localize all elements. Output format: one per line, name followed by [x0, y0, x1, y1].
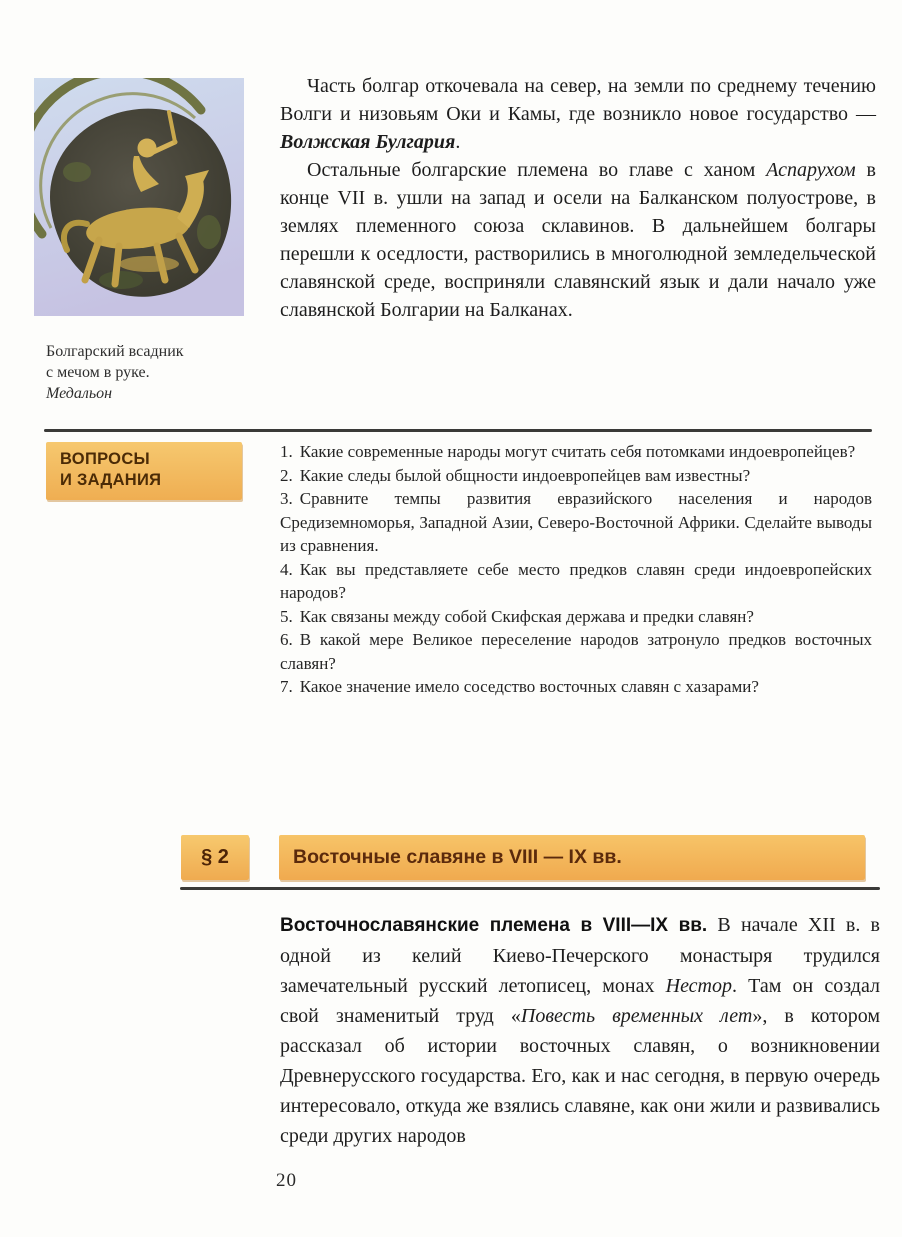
- paragraph-text: Остальные болгарские племена во главе с ханом: [307, 159, 767, 181]
- question-text: Как вы представляете себе место предков славян среди индоевропейских народов?: [280, 559, 872, 602]
- body-lead-heading: Восточнославянские племена в VIII—IX вв.: [280, 915, 708, 936]
- question-number: 7.: [280, 677, 293, 696]
- intro-paragraph-1: [280, 72, 876, 156]
- figure-caption: [46, 341, 261, 404]
- question-text: Сравните темпы развития евразийского населения и народов Средиземноморья, Западной Азии, Северо-Восточной Африки. Сделайте выводы из сравнения.: [280, 489, 872, 555]
- questions-label-box: [46, 442, 242, 500]
- question-item: [280, 464, 872, 488]
- paragraph-text: В начале XII в. в одной из келий Киево-Печерского монастыря трудился замечательный русский летописец, монах: [280, 914, 880, 997]
- question-text: В какой мере Великое переселение народов затронуло предков восточных славян?: [280, 630, 872, 673]
- caption-line: с мечом в руке.: [46, 364, 150, 381]
- page-number: 20: [276, 1170, 297, 1191]
- section-body-text: [280, 910, 880, 1151]
- question-item: [280, 487, 872, 558]
- question-item: [280, 440, 872, 464]
- question-item: [280, 558, 872, 605]
- question-item: [280, 628, 872, 675]
- caption-medallion-label: Медальон: [46, 385, 113, 402]
- question-text: Как связаны между собой Скифская держава и предки славян?: [299, 606, 754, 626]
- medallion-image: [34, 78, 244, 316]
- intro-text: [280, 72, 876, 324]
- questions-label-line: И ЗАДАНИЯ: [60, 471, 162, 489]
- paragraph-text: .: [455, 131, 461, 153]
- question-text: Какое значение имело соседство восточных славян с хазарами?: [299, 677, 759, 696]
- paragraph-text: в конце VII в. ушли на запад и осели на Балканском полуострове, в землях племенного союза склавинов. В дальнейшем болгары перешли к оседлости, растворились в многолюдной земледельческой славянской среде, восприняли славянский язык и дали начало уже славянской Болгарии на Балканах.: [280, 159, 876, 321]
- horizontal-rule-under-heading: [180, 887, 880, 890]
- term-asparukh: Аспарухом: [766, 159, 856, 181]
- question-number: 1.: [280, 442, 293, 461]
- section-number-badge: § 2: [181, 835, 249, 880]
- paragraph-text: », в котором рассказал об истории восточных славян, о возникновении Древнерусского государства. Его, как и нас сегодня, в первую очередь интересовало, откуда же взялись славяне, как они жили и развивались среди других народов: [280, 1005, 881, 1147]
- paragraph-text: Часть болгар откочевала на север, на земли по среднему течению Волги и низовьям Оки и Камы, где возникло новое государство —: [280, 75, 876, 125]
- question-text: Какие следы былой общности индоевропейцев вам известны?: [299, 465, 751, 485]
- question-number: 4.: [280, 559, 293, 579]
- term-volzhskaya-bulgaria: Волжская Булгария: [280, 131, 456, 153]
- question-item: [280, 605, 872, 629]
- body-paragraph: [280, 910, 880, 1151]
- term-nestor: Нестор: [665, 975, 733, 997]
- paragraph-text: . Там он создал свой знаменитый труд «: [280, 975, 880, 1027]
- section-title-bar: Восточные славяне в VIII — IX вв.: [279, 835, 865, 880]
- question-number: 3.: [280, 489, 293, 508]
- intro-paragraph-2: [280, 156, 876, 324]
- term-povest-vremennykh-let: Повесть временных лет: [520, 1005, 753, 1027]
- horizontal-rule-top: [44, 429, 872, 432]
- medallion-photo: [34, 78, 244, 316]
- question-item: [280, 675, 872, 699]
- question-number: 2.: [280, 465, 293, 485]
- question-number: 5.: [280, 606, 293, 626]
- questions-label-line: ВОПРОСЫ: [60, 450, 150, 468]
- question-text: Какие современные народы могут считать себя потомками индоевропейцев?: [299, 442, 856, 461]
- questions-list: [280, 440, 872, 699]
- question-number: 6.: [280, 630, 293, 649]
- caption-line: Болгарский всадник: [46, 343, 184, 360]
